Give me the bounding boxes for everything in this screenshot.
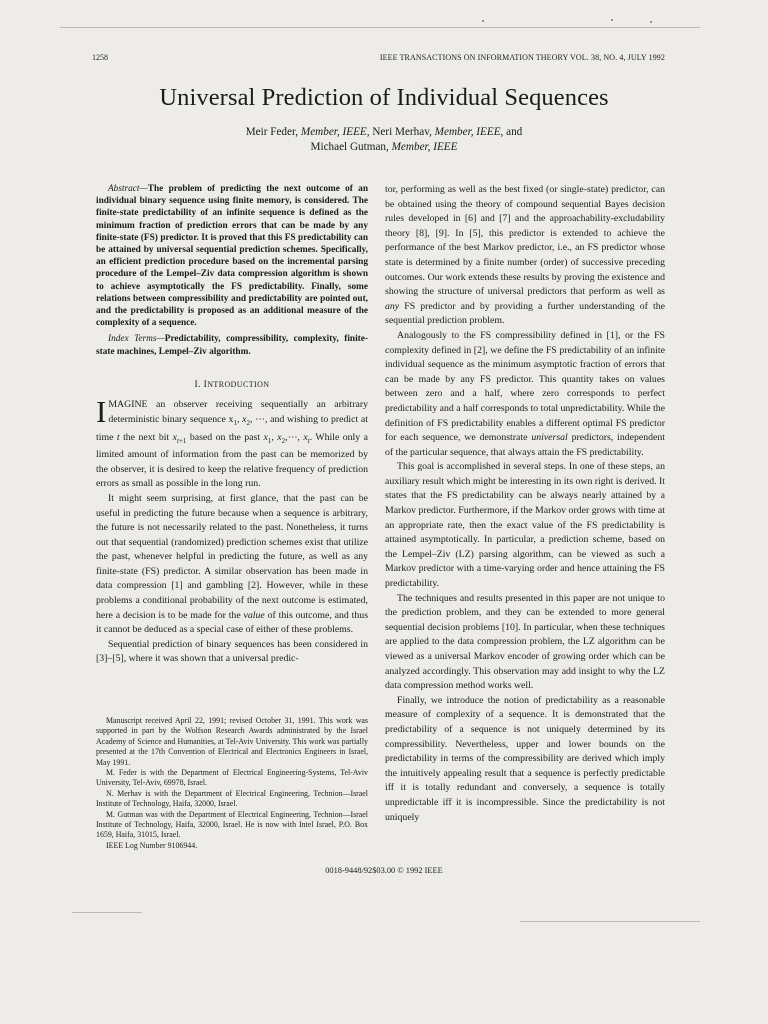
footnote: Manuscript received April 22, 1991; revised October 31, 1991. This work was supported in part by the Wolfson Research Awards administrated by the Israel Academy of Science and Humanities, at Tel-Aviv University. This work was partially presented at the 17th Convention of Electrical and Electronics Engineers in Israel, May 1991. xyxy=(96,716,368,767)
drop-cap: I xyxy=(96,394,107,430)
footnotes xyxy=(96,716,368,851)
scan-speck xyxy=(482,20,484,22)
paragraph: IMAGINE an observer receiving sequentially an arbitrary deterministic binary sequence $x_1$, $x_2$, ⋯, and wishing to predict at time t the next bit $x_{t+1}$ based on the past $x_1$, $x_2,\cdots$, $x_t$. While only a limited amount of information from the past can be memorized by the observer, it is desired to keep the relative frequency of prediction errors as small as possible in the long run. xyxy=(96,394,368,490)
scan-border-line xyxy=(72,912,142,913)
right-column xyxy=(385,183,665,825)
paragraph: It might seem surprising, at first glance, that the past can be useful in predicting the future because when a sequence is arbitrary, the future is not necessarily related to the past. Nonetheless, it turns out that sequential (randomized) prediction schemes exist that utilize the past, whenever helpful in predicting the future, as well as any finite-state (FS) predictor. A similar observation has been made in data compression [1] and gambling [2]. However, while in these problems a conditional probability of the next outcome is estimated, here a decision is to be made for the value of this outcome, and thus it cannot be deduced as a special case of either of these problems. xyxy=(96,492,369,636)
author-line: Meir Feder, Member, IEEE, Neri Merhav, Member, IEEE, and xyxy=(245,126,523,138)
left-column xyxy=(96,183,368,667)
index-terms-text: Predictability, compressibility, complexity, finite-state machines, Lempel–Ziv algorithm. xyxy=(96,334,368,357)
abstract xyxy=(96,183,368,329)
scan-speck xyxy=(611,19,613,21)
paragraph: Sequential prediction of binary sequences has been considered in [3]–[5], where it was shown that a universal predic- xyxy=(96,638,368,665)
footnote: M. Gutman was with the Department of Electrical Engineering, Technion—Israel Institute of Technology, Haifa, 32000, Israel. He is now with Intel Israel, P.O. Box 1659, Haifa, 31015, Israel. xyxy=(96,809,368,840)
paper-title: Universal Prediction of Individual Sequences xyxy=(159,84,609,111)
footnote: M. Feder is with the Department of Electrical Engineering-Systems, Tel-Aviv University, Tel-Aviv, 69978, Israel. xyxy=(96,768,368,788)
scan-border-line xyxy=(520,921,700,922)
paragraph: This goal is accomplished in several steps. In one of these steps, an auxiliary result which might be interesting in its own right is derived. It states that the FS predictability can be always nearly attained by a Markov predictor. Furthermore, if the Markov order grows with time at an appropriate rate, then the exact value of the FS predictability is attained asymptotically. In particular, a prediction scheme, based on the Lempel–Ziv (LZ) parsing algorithm, can be viewed as such a Markov predictor with a time-varying order and hence attaining the FS predictability. xyxy=(385,461,665,590)
page-number: 1258 xyxy=(92,53,108,62)
index-terms-lead: Index Terms— xyxy=(108,334,165,345)
author-list xyxy=(0,125,768,155)
scan-border-line xyxy=(60,27,700,28)
abstract-lead: Abstract— xyxy=(108,184,148,194)
author-line: Michael Gutman, Member, IEEE xyxy=(310,141,458,153)
paragraph: Analogously to the FS compressibility defined in [1], or the FS complexity defined in [2], we define the FS predictability of an infinite individual sequence as the minimum asymptotic fraction of errors that can be made by any FS predictor. This quantity takes on values between zero and a half, where zero corresponds to perfect predictability and a half corresponds to total unpredictability. While the definition of FS predictability enables a different optimal FS predictor for each sequence, we demonstrate universal predictors, independent of the particular sequence, that always attain the FS predictability. xyxy=(385,329,665,458)
scan-speck xyxy=(650,21,652,23)
footnote: IEEE Log Number 9106944. xyxy=(106,840,198,850)
section-heading: I. INTRODUCTION xyxy=(194,379,270,390)
paragraph: Finally, we introduce the notion of predictability as a reasonable measure of complexity of a sequence. It is demonstrated that the predictability of a sequence is not uniquely determined by its compressibility. Nevertheless, upper and lower bounds on the predictability in terms of the compressibility are derived which imply the intuitively appealing result that a sequence is perfectly predictable iff it is totally redundant and conversely, a sequence is totally unpredictable iff it is incompressible. Since the predictability is not uniquely xyxy=(385,694,665,823)
paragraph: The techniques and results presented in this paper are not unique to the prediction problem, and they can be extended to more general sequential decision problems [10]. In particular, when these techniques are applied to the data compression problem, the LZ algorithm can be viewed as a universal Markov encoder of growing order which can be analyzed accordingly. This observation may add insight to why the LZ data compression method works well. xyxy=(385,592,665,692)
copyright-line: 0018-9448/92$03.00 © 1992 IEEE xyxy=(325,866,443,875)
running-header: IEEE TRANSACTIONS ON INFORMATION THEORY VOL. 38, NO. 4, JULY 1992 xyxy=(379,53,665,62)
footnote: N. Merhav is with the Department of Electrical Engineering, Technion—Israel Institute of Technology, Haifa, 32000, Israel. xyxy=(96,788,368,809)
paragraph: tor, performing as well as the best fixed (or single-state) predictor, can be obtained using the theory of compound sequential Bayes decision rules developed in [6] and [7] and the approachability-excludability theory [8], [9]. In [5], this predictor is extended to achieve the performance of the best Markov predictor, i.e., an FS predictor whose state is determined by a finite number (order) of successive preceding outcomes. Our work extends these results by proving the existence and showing the structure of universal predictors that perform as well as any FS predictor and by providing a further understanding of the sequential prediction problem. xyxy=(385,184,665,327)
index-terms xyxy=(96,333,368,357)
abstract-text: The problem of predicting the next outcome of an individual binary sequence using finite memory, is considered. The finite-state predictability of an infinite sequence is defined as the minimum fraction of prediction errors that can be made by any finite-state (FS) predictor. It is proved that this FS predictability can be attained by universal sequential prediction schemes. Specifically, an efficient prediction procedure based on the incremental parsing procedure of the Lempel–Ziv data compression algorithm is shown to achieve asymptotically the FS predictability. Finally, some relations between compressibility and predictability are pointed out, and the predictability is proposed as an additional measure of the complexity of a sequence. xyxy=(96,184,368,329)
